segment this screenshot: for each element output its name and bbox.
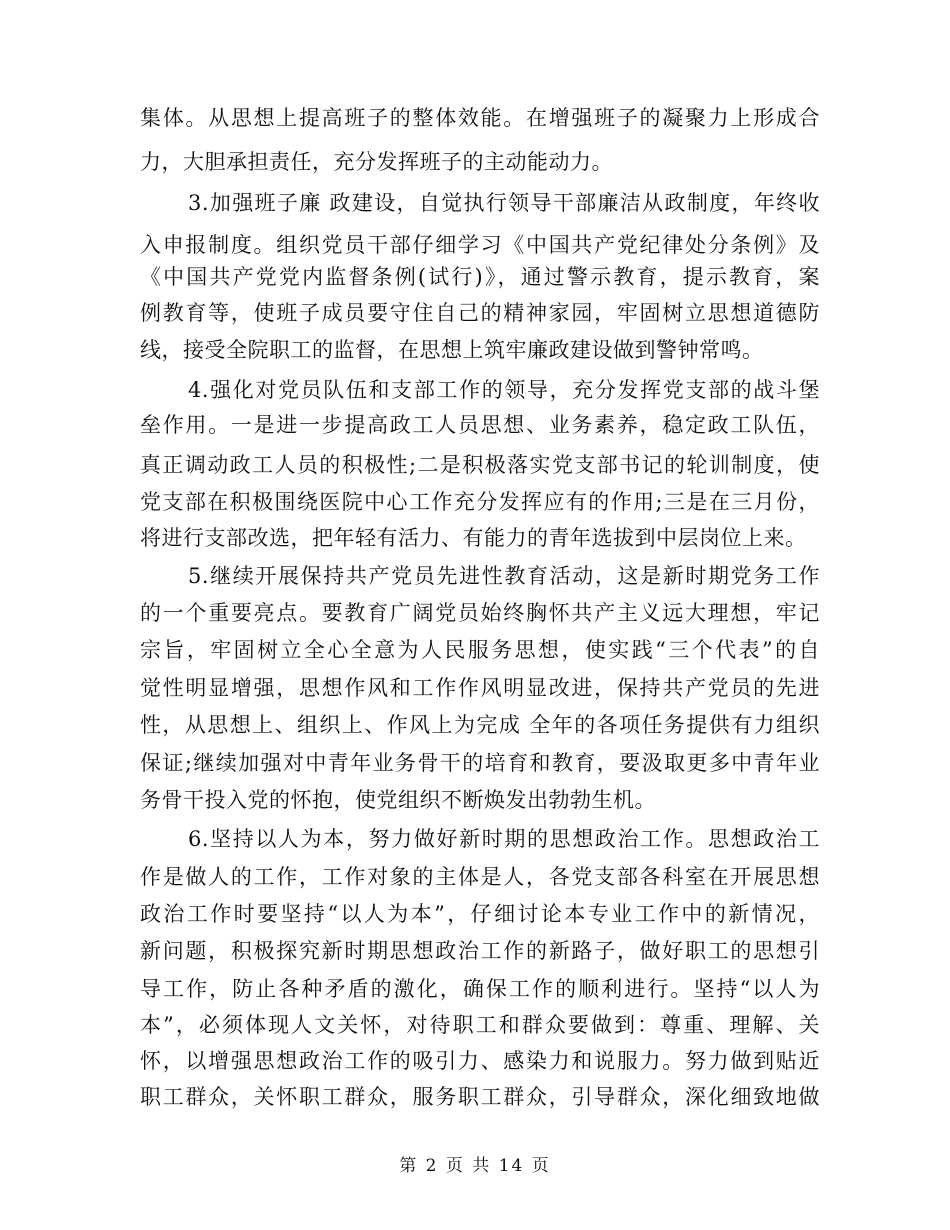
paragraph-first-line: 5.继续开展保持共产党员先进性教育活动，这是新时期党务工作 xyxy=(188,564,820,588)
body-text-line: 力，大胆承担责任，充分发挥班子的主动能动力。 xyxy=(140,150,613,174)
body-text-line: 党支部在积极围绕医院中心工作充分发挥应有的作用;三是在三月份， xyxy=(140,490,820,514)
body-text-line: 例教育等，使班子成员要守住自己的精神家园，牢固树立思想道德防 xyxy=(140,301,820,325)
body-text-line: 宗旨，牢固树立全心全意为人民服务思想，使实践“三个代表”的自 xyxy=(140,638,820,662)
body-text-line: 集体。从思想上提高班子的整体效能。在增强班子的凝聚力上形成合 xyxy=(140,106,820,130)
body-text-line: 务骨干投入党的怀抱，使党组织不断焕发出勃勃生机。 xyxy=(140,788,656,812)
body-text-line: 新问题，积极探究新时期思想政治工作的新路子，做好职工的思想引 xyxy=(140,939,820,963)
body-text-line: 觉性明显增强，思想作风和工作作风明显改进，保持共产党员的先进 xyxy=(140,676,820,700)
body-text-line: 作是做人的工作，工作对象的主体是人，各党支部各科室在开展思想 xyxy=(140,865,820,889)
body-text-line: 线，接受全院职工的监督，在思想上筑牢廉政建设做到警钟常鸣。 xyxy=(140,338,764,362)
body-text-line: 的一个重要亮点。要教育广阔党员始终胸怀共产主义远大理想，牢记 xyxy=(140,601,820,625)
body-text-line: 导工作，防止各种矛盾的激化，确保工作的顺利进行。坚持“以人为 xyxy=(140,977,820,1001)
paragraph-first-line: 3.加强班子廉 政建设，自觉执行领导干部廉洁从政制度，年终收 xyxy=(188,191,820,215)
body-text-line: 《中国共产党党内监督条例(试行)》，通过警示教育，提示教育，案 xyxy=(140,265,820,289)
body-text-line: 政治工作时要坚持“以人为本”，仔细讨论本专业工作中的新情况， xyxy=(140,902,820,926)
body-text-line: 真正调动政工人员的积极性;二是积极落实党支部书记的轮训制度，使 xyxy=(140,453,820,477)
body-text-line: 保证;继续加强对中青年业务骨干的培育和教育，要汲取更多中青年业 xyxy=(140,751,820,775)
body-text-line: 垒作用。一是进一步提高政工人员思想、业务素养，稳定政工队伍， xyxy=(140,413,820,437)
body-text-line: 本”，必须体现人文关怀，对待职工和群众要做到：尊重、理解、关 xyxy=(140,1013,820,1037)
body-text-line: 性，从思想上、组织上、作风上为完成 全年的各项任务提供有力组织 xyxy=(140,713,820,737)
body-text-line: 将进行支部改选，把年轻有活力、有能力的青年选拔到中层岗位上来。 xyxy=(140,526,807,550)
paragraph-first-line: 4.强化对党员队伍和支部工作的领导，充分发挥党支部的战斗堡 xyxy=(188,378,820,402)
paragraph-first-line: 6.坚持以人为本，努力做好新时期的思想政治工作。思想政治工 xyxy=(188,827,820,851)
page-number-footer: 第 2 页 共 14 页 xyxy=(399,1156,551,1176)
body-text-line: 职工群众，关怀职工群众，服务职工群众，引导群众，深化细致地做 xyxy=(140,1085,820,1109)
body-text-line: 怀，以增强思想政治工作的吸引力、感染力和说服力。努力做到贴近 xyxy=(140,1049,820,1073)
body-text-line: 入申报制度。组织党员干部仔细学习《中国共产党纪律处分条例》及 xyxy=(140,233,820,257)
